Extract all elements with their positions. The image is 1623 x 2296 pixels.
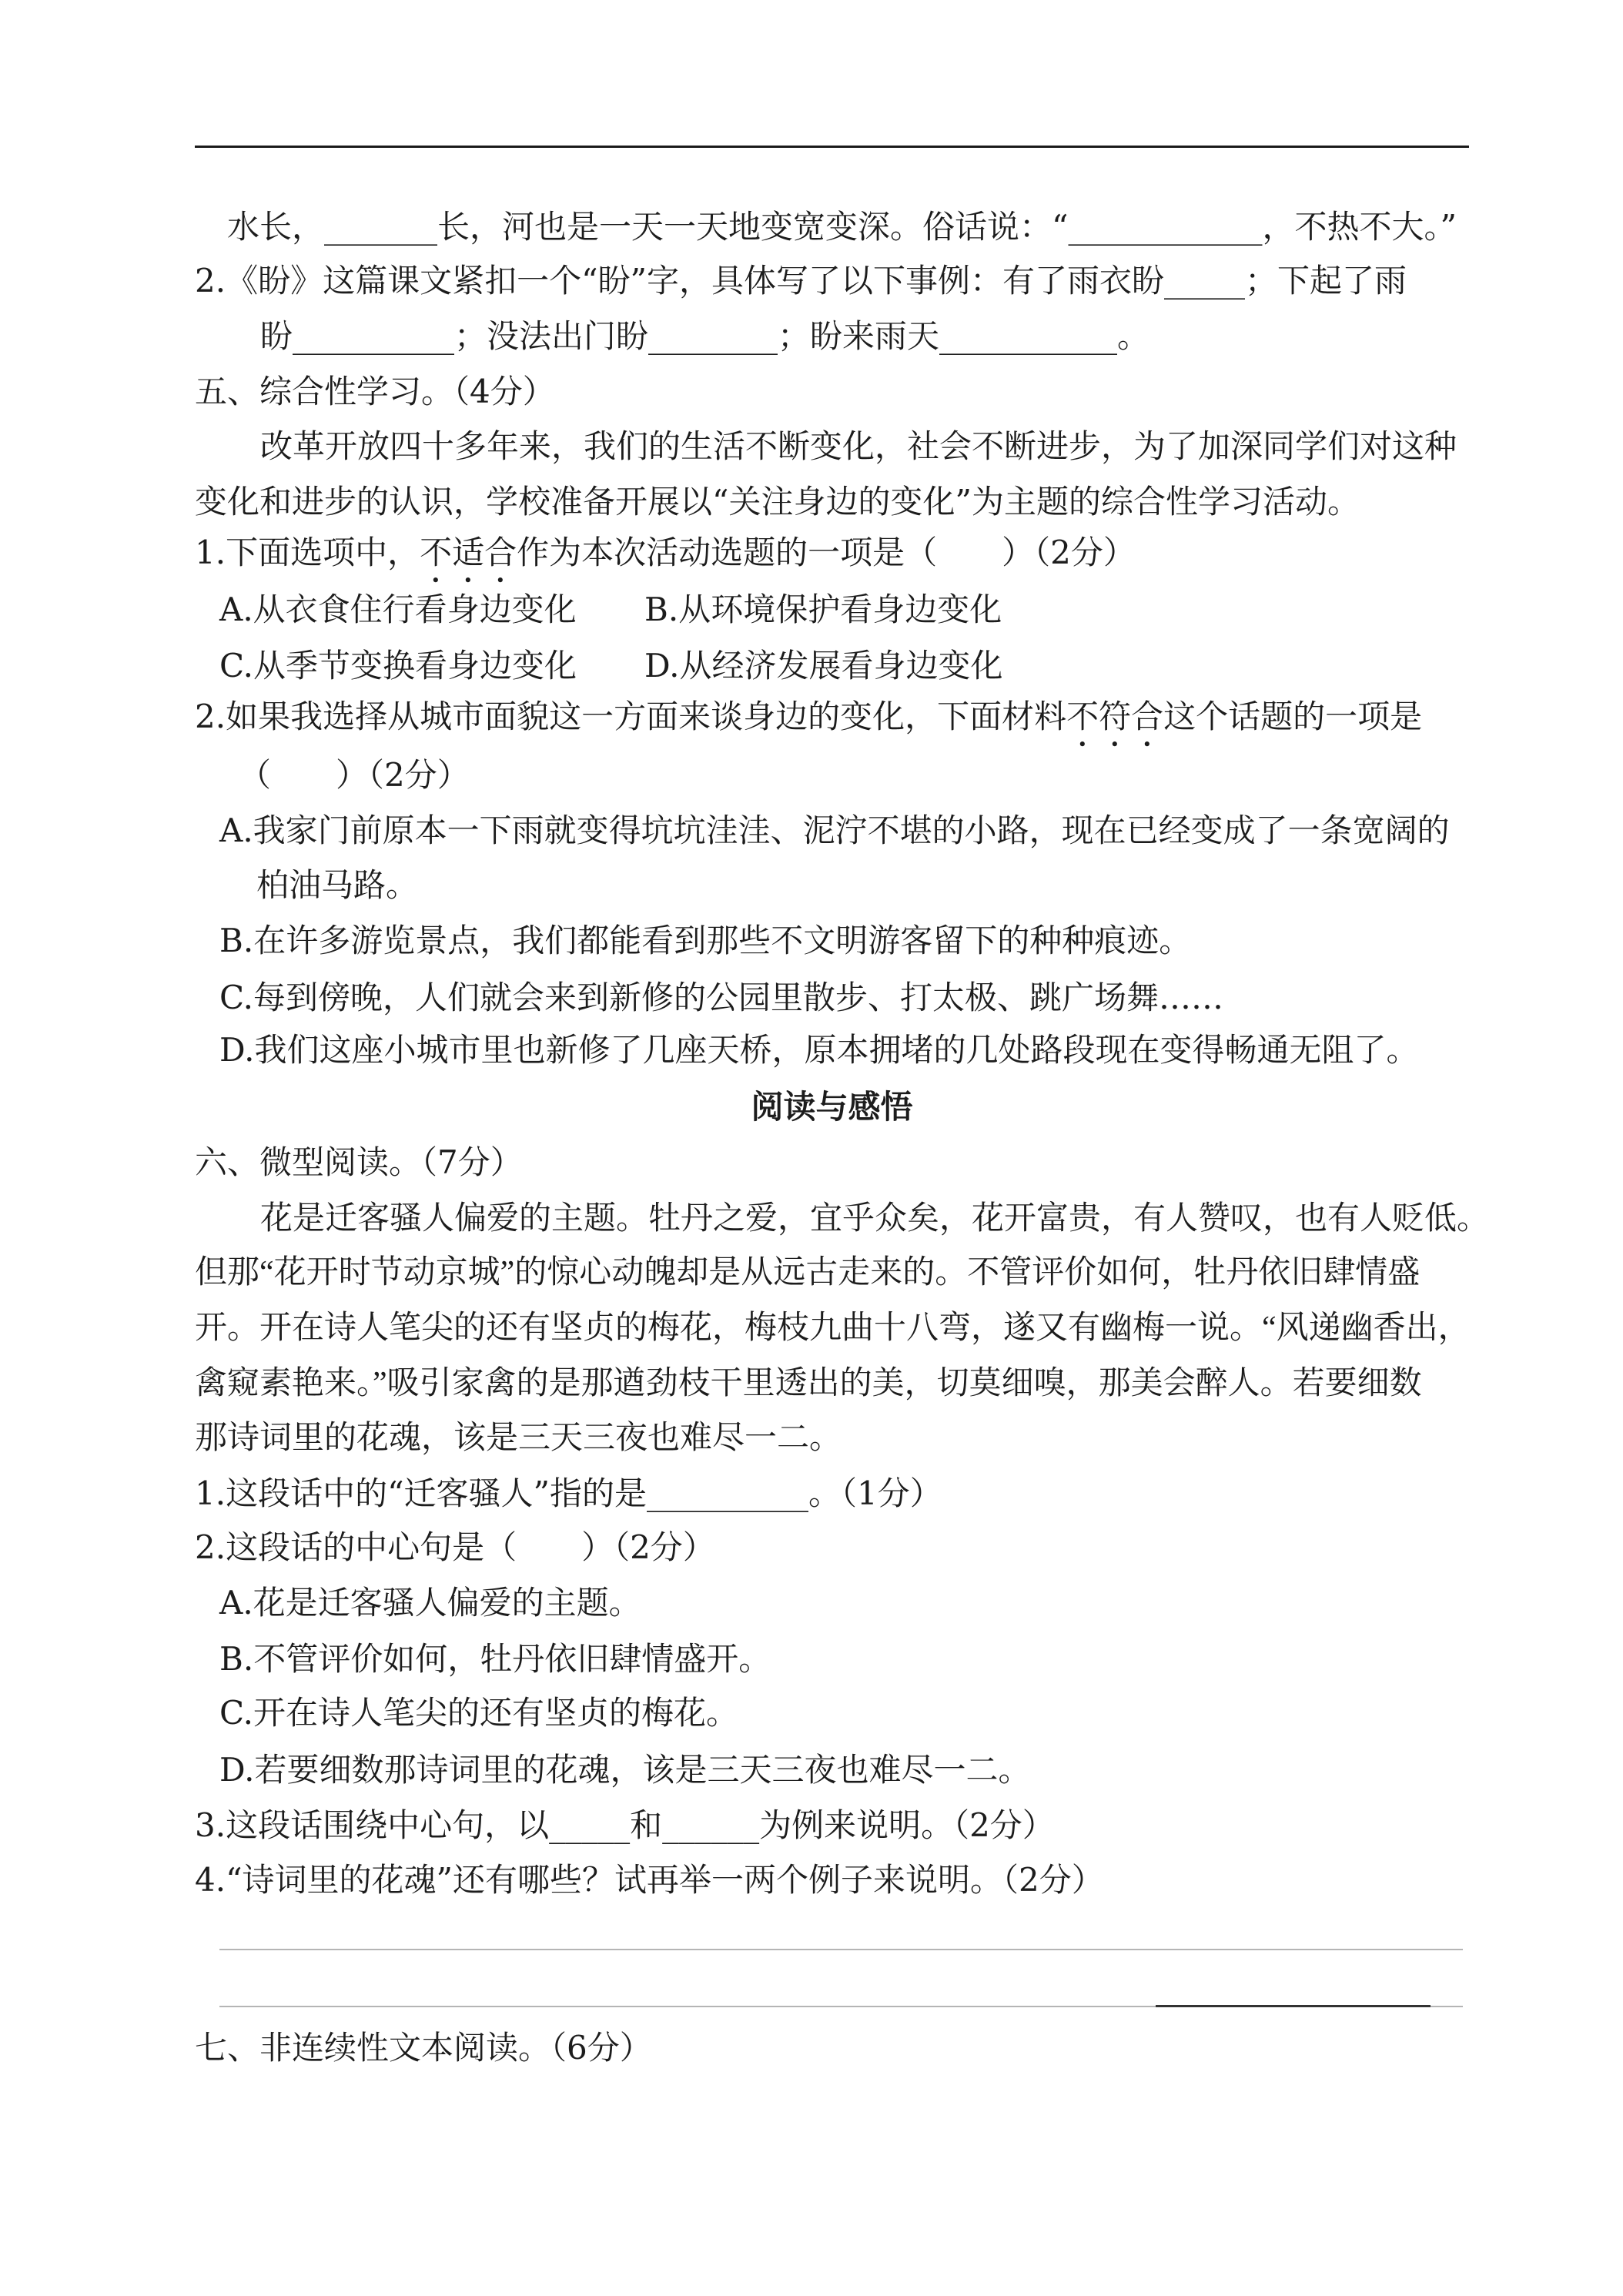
section6-q1: 1.这段话中的“迁客骚人”指的是__________。（1分） — [195, 1474, 942, 1512]
section4-q1-tail: 水长，_______长，河也是一天一天地变宽变深。俗话说：“____________，不热不大。” — [227, 208, 1457, 246]
answer-line-1 — [219, 1949, 1463, 1950]
section6-q2-option-c: C.开在诗人笔尖的还有坚贞的梅花。 — [219, 1694, 738, 1732]
section6-q2-stem: 2.这段话的中心句是（ ）（2分） — [195, 1528, 715, 1566]
section4-q2-line2: 盼__________；没法出门盼________；盼来雨天___________。 — [260, 317, 1150, 355]
section6-passage-line3: 开。开在诗人笔尖的还有坚贞的梅花，梅枝九曲十八弯，遂又有幽梅一说。“风递幽香出， — [195, 1310, 1471, 1346]
section5-heading: 五、综合性学习。（4分） — [195, 373, 555, 410]
section6-q2-option-d: D.若要细数那诗词里的花魂，该是三天三夜也难尽一二。 — [219, 1751, 1031, 1789]
section5-q2-emphasis: 不符合 — [1066, 698, 1164, 735]
section6-passage-line5: 那诗词里的花魂，该是三天三夜也难尽一二。 — [195, 1421, 842, 1456]
section5-q1-stem — [195, 534, 1136, 590]
reading-section-title: 阅读与感悟 — [751, 1088, 913, 1126]
section5-q1-suffix: 作为本次活动选题的一项是（ ）（2分） — [517, 534, 1136, 571]
section5-q2-suffix: 这个话题的一项是 — [1163, 698, 1423, 735]
section6-q2-option-b: B.不管评价如何，牡丹依旧肆情盛开。 — [219, 1640, 771, 1678]
section5-q1-option-a: A.从衣食住行看身边变化 — [219, 591, 577, 628]
section5-intro-line2: 变化和进步的认识，学校准备开展以“关注身边的变化”为主题的综合性学习活动。 — [195, 483, 1360, 520]
section4-q2-line1: 2.《盼》这篇课文紧扣一个“盼”字，具体写了以下事例：有了雨衣盼_____；下起了雨 — [195, 262, 1407, 300]
section6-q4: 4.“诗词里的花魂”还有哪些？试再举一两个例子来说明。（2分） — [195, 1861, 1104, 1899]
section6-passage-line1: 花是迁客骚人偏爱的主题。牡丹之爱，宜乎众矣，花开富贵，有人赞叹，也有人贬低。 — [260, 1201, 1490, 1237]
section5-q2-answer-paren: （ ）（2分） — [239, 756, 470, 794]
section6-q2-option-a: A.花是迁客骚人偏爱的主题。 — [219, 1584, 641, 1622]
section5-q1-option-d: D.从经济发展看身边变化 — [644, 647, 1003, 684]
section5-intro-line1: 改革开放四十多年来，我们的生活不断变化，社会不断进步，为了加深同学们对这种 — [260, 427, 1457, 465]
section6-heading: 六、微型阅读。（7分） — [195, 1143, 523, 1181]
section6-passage-line4: 禽窥素艳来。”吸引家禽的是那遒劲枝干里透出的美，切莫细嗅，那美会醉人。若要细数 — [195, 1366, 1422, 1401]
section5-q1-option-b: B.从环境保护看身边变化 — [644, 591, 1002, 628]
section5-q2-option-a-line2: 柏油马路。 — [256, 866, 419, 904]
section5-q2-option-a-line1: A.我家门前原本一下雨就变得坑坑洼洼、泥泞不堪的小路，现在已经变成了一条宽阔的 — [219, 812, 1450, 849]
section5-q2-stem — [195, 698, 1422, 754]
section5-q1-prefix: 1.下面选项中， — [195, 534, 420, 571]
section5-q1-option-c: C.从季节变换看身边变化 — [219, 647, 577, 684]
section5-q2-option-b: B.在许多游览景点，我们都能看到那些不文明游客留下的种种痕迹。 — [219, 922, 1192, 959]
section7-heading: 七、非连续性文本阅读。（6分） — [195, 2029, 652, 2067]
section5-q2-option-c: C.每到傍晚，人们就会来到新修的公园里散步、打太极、跳广场舞…… — [219, 979, 1223, 1016]
section6-q3: 3.这段话围绕中心句，以_____和______为例来说明。（2分） — [195, 1806, 1055, 1844]
section5-q2-option-d: D.我们这座小城市里也新修了几座天桥，原本拥堵的几处路段现在变得畅通无阻了。 — [219, 1031, 1419, 1069]
answer-line-2-dark-segment — [1156, 2005, 1431, 2007]
section5-q2-prefix: 2.如果我选择从城市面貌这一方面来谈身边的变化，下面材料 — [195, 698, 1067, 735]
section5-q1-emphasis: 不适合 — [420, 534, 517, 571]
top-divider — [195, 146, 1469, 148]
section6-passage-line2: 但那“花开时节动京城”的惊心动魄却是从远古走来的。不管评价如何，牡丹依旧肆情盛 — [195, 1255, 1421, 1290]
